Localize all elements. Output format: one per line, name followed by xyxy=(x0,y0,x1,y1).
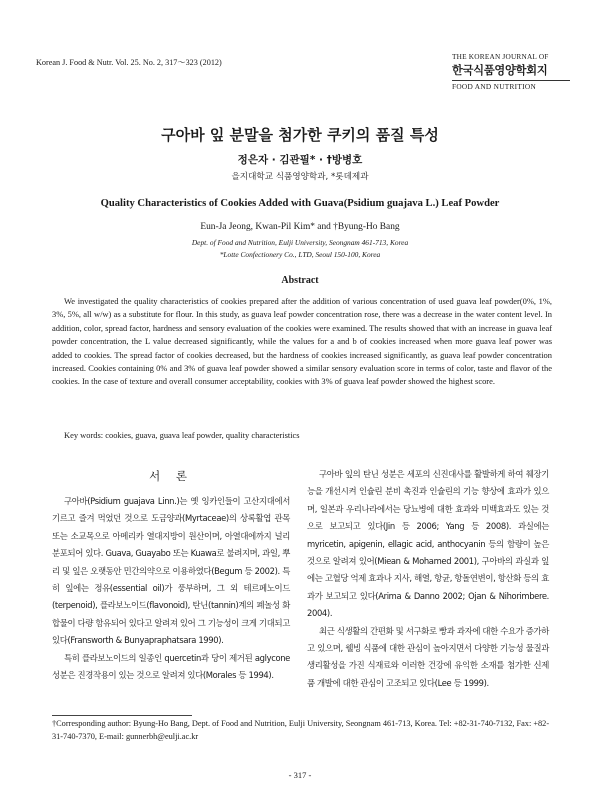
affiliation-english-1: Dept. of Food and Nutrition, Eulji University, Seongnam 461-713, Korea xyxy=(191,238,409,247)
title-korean: 구아바 잎 분말을 첨가한 쿠키의 품질 특성 xyxy=(161,126,439,144)
title-english: Quality Characteristics of Cookies Added with Guava(Psidium guajava L.) Leaf Powder xyxy=(100,198,500,209)
page-number: - 317 - xyxy=(288,770,312,780)
journal-logo-korean: 한국식품영양학회지 xyxy=(452,64,548,77)
keywords: Key words: cookies, guava, guava leaf powder, quality characteristics xyxy=(64,430,300,440)
journal-reference: Korean J. Food & Nutr. Vol. 25. No. 2, 317～323 (2012) xyxy=(36,58,222,67)
affiliation-english-2: *Lotte Confectionery Co., LTD, Seoul 150-100, Korea xyxy=(219,250,381,259)
corresponding-author-footnote: †Corresponding author: Byung-Ho Bang, Dept. of Food and Nutrition, Eulji University, Seongnam 461-713, Korea. Tel: +82-31-740-7132, Fax: +82-31-740-7370, E-mail: gunnerbh@eulji.ac.kr xyxy=(52,719,550,741)
left-column xyxy=(52,493,290,684)
paragraph: 최근 식생활의 간편화 및 서구화로 빵과 과자에 대한 수요가 증가하고 있으며, 웰빙 식품에 대한 관심이 높아지면서 다양한 기능성 물질과 생리활성을 가진 식재료와 이러한 건강에 유익한 소재를 첨가한 신제품 개발에 대한 관심이 고조되고 있다(Lee 등 1999). xyxy=(307,625,549,688)
section-heading-introduction: 서 론 xyxy=(149,469,193,483)
journal-logo xyxy=(452,52,570,91)
right-column xyxy=(307,466,549,692)
abstract-body: We investigated the quality characteristics of cookies prepared after the addition of various concentration of used guava leaf powder(0%, 1%, 3%, 5%, all w/w) as a substitute for flour. In this study, as guava leaf powder concentration rose, there was a decrease in the water content level. In addition, color, spread factor, hardness and sensory evaluation of the cookies were examined. The results showed that with an increase in guava leaf powder concentration, the L value decreased significantly, while the values for a and b of cookies increased when more guava leaf power was added to cookies. The spread factor of cookies decreased, but the hardness of cookies increased significantly, as guava leaf powder concentration increased. Cookies containing 0% and 3% of guava leaf powder showed a similar sensory evaluation score in terms of color, taste and flavor of the cookies. In the case of texture and overall consumer acceptability, cookies with 3% of guava leaf powder showed the highest score. xyxy=(52,296,552,387)
authors-english: Eun-Ja Jeong, Kwan-Pil Kim* and †Byung-Ho Bang xyxy=(200,222,400,232)
paragraph: 구아바 잎의 탄닌 성분은 세포의 신진대사를 활발하게 하여 췌장기능을 개선시켜 인슐린 분비 촉진과 인슐린의 기능 향상에 효과가 있으며, 일본과 우리나라에서는 당뇨병에 대한 효과와 미백효과도 있는 것으로 보고되고 있다(Jin 등 2006; Yang 등 2008). 과실에는 myricetin, apigenin, ellagic acid, anthocyanin 등의 함량이 높은 것으로 알려져 있어(Miean & Mohamed 2001), 구아바의 과실과 잎에는 고혈당 억제 효과나 지사, 해열, 항균, 항돌연변이, 항산화 등의 효과가 보고되고 있다(Arima & Danno 2002; Ojan & Nihorimbere. 2004). xyxy=(307,469,549,619)
journal-logo-line2: FOOD AND NUTRITION xyxy=(452,80,570,91)
paragraph: 구아바(Psidium guajava Linn.)는 옛 잉카인들이 고산지대에서 기르고 즐겨 먹었던 것으로 도금양과(Myrtaceae)의 상록활엽 관목 또는 소교목으로 아메리카 열대지방이 원산이며, 아열대에까지 널리 분포되어 있다. Guava, Guayabo 또는 Kuawa로 불려지며, 과일, 뿌리 및 잎은 오랫동안 민간의약으로 이용하였다(Begum 등 2002). 특히 잎에는 정유(essential oil)가 풍부하며, 그 외 테르페노이드(terpenoid), 플라보노이드(flavonoid), 탄닌(tannin)계의 폐놀성 화합물이 다량 함유되어 있다고 알려져 있어 그 기능성이 크게 기대되고 있다(Fransworth & Bunyapraphatsara 1990). xyxy=(52,496,290,646)
journal-logo-line1: THE KOREAN JOURNAL OF xyxy=(452,52,549,61)
paragraph: 특히 플라보노이드의 일종인 quercetin과 당이 제거된 aglycone 성분은 진경작용이 있는 것으로 알려져 있다(Morales 등 1994). xyxy=(52,652,290,681)
affiliation-korean: 을지대학교 식품영양학과, *롯데제과 xyxy=(231,172,369,182)
authors-korean: 정은자 · 김관필* · †방병호 xyxy=(237,154,363,166)
footnote-divider xyxy=(52,715,192,716)
abstract-heading: Abstract xyxy=(281,275,319,286)
